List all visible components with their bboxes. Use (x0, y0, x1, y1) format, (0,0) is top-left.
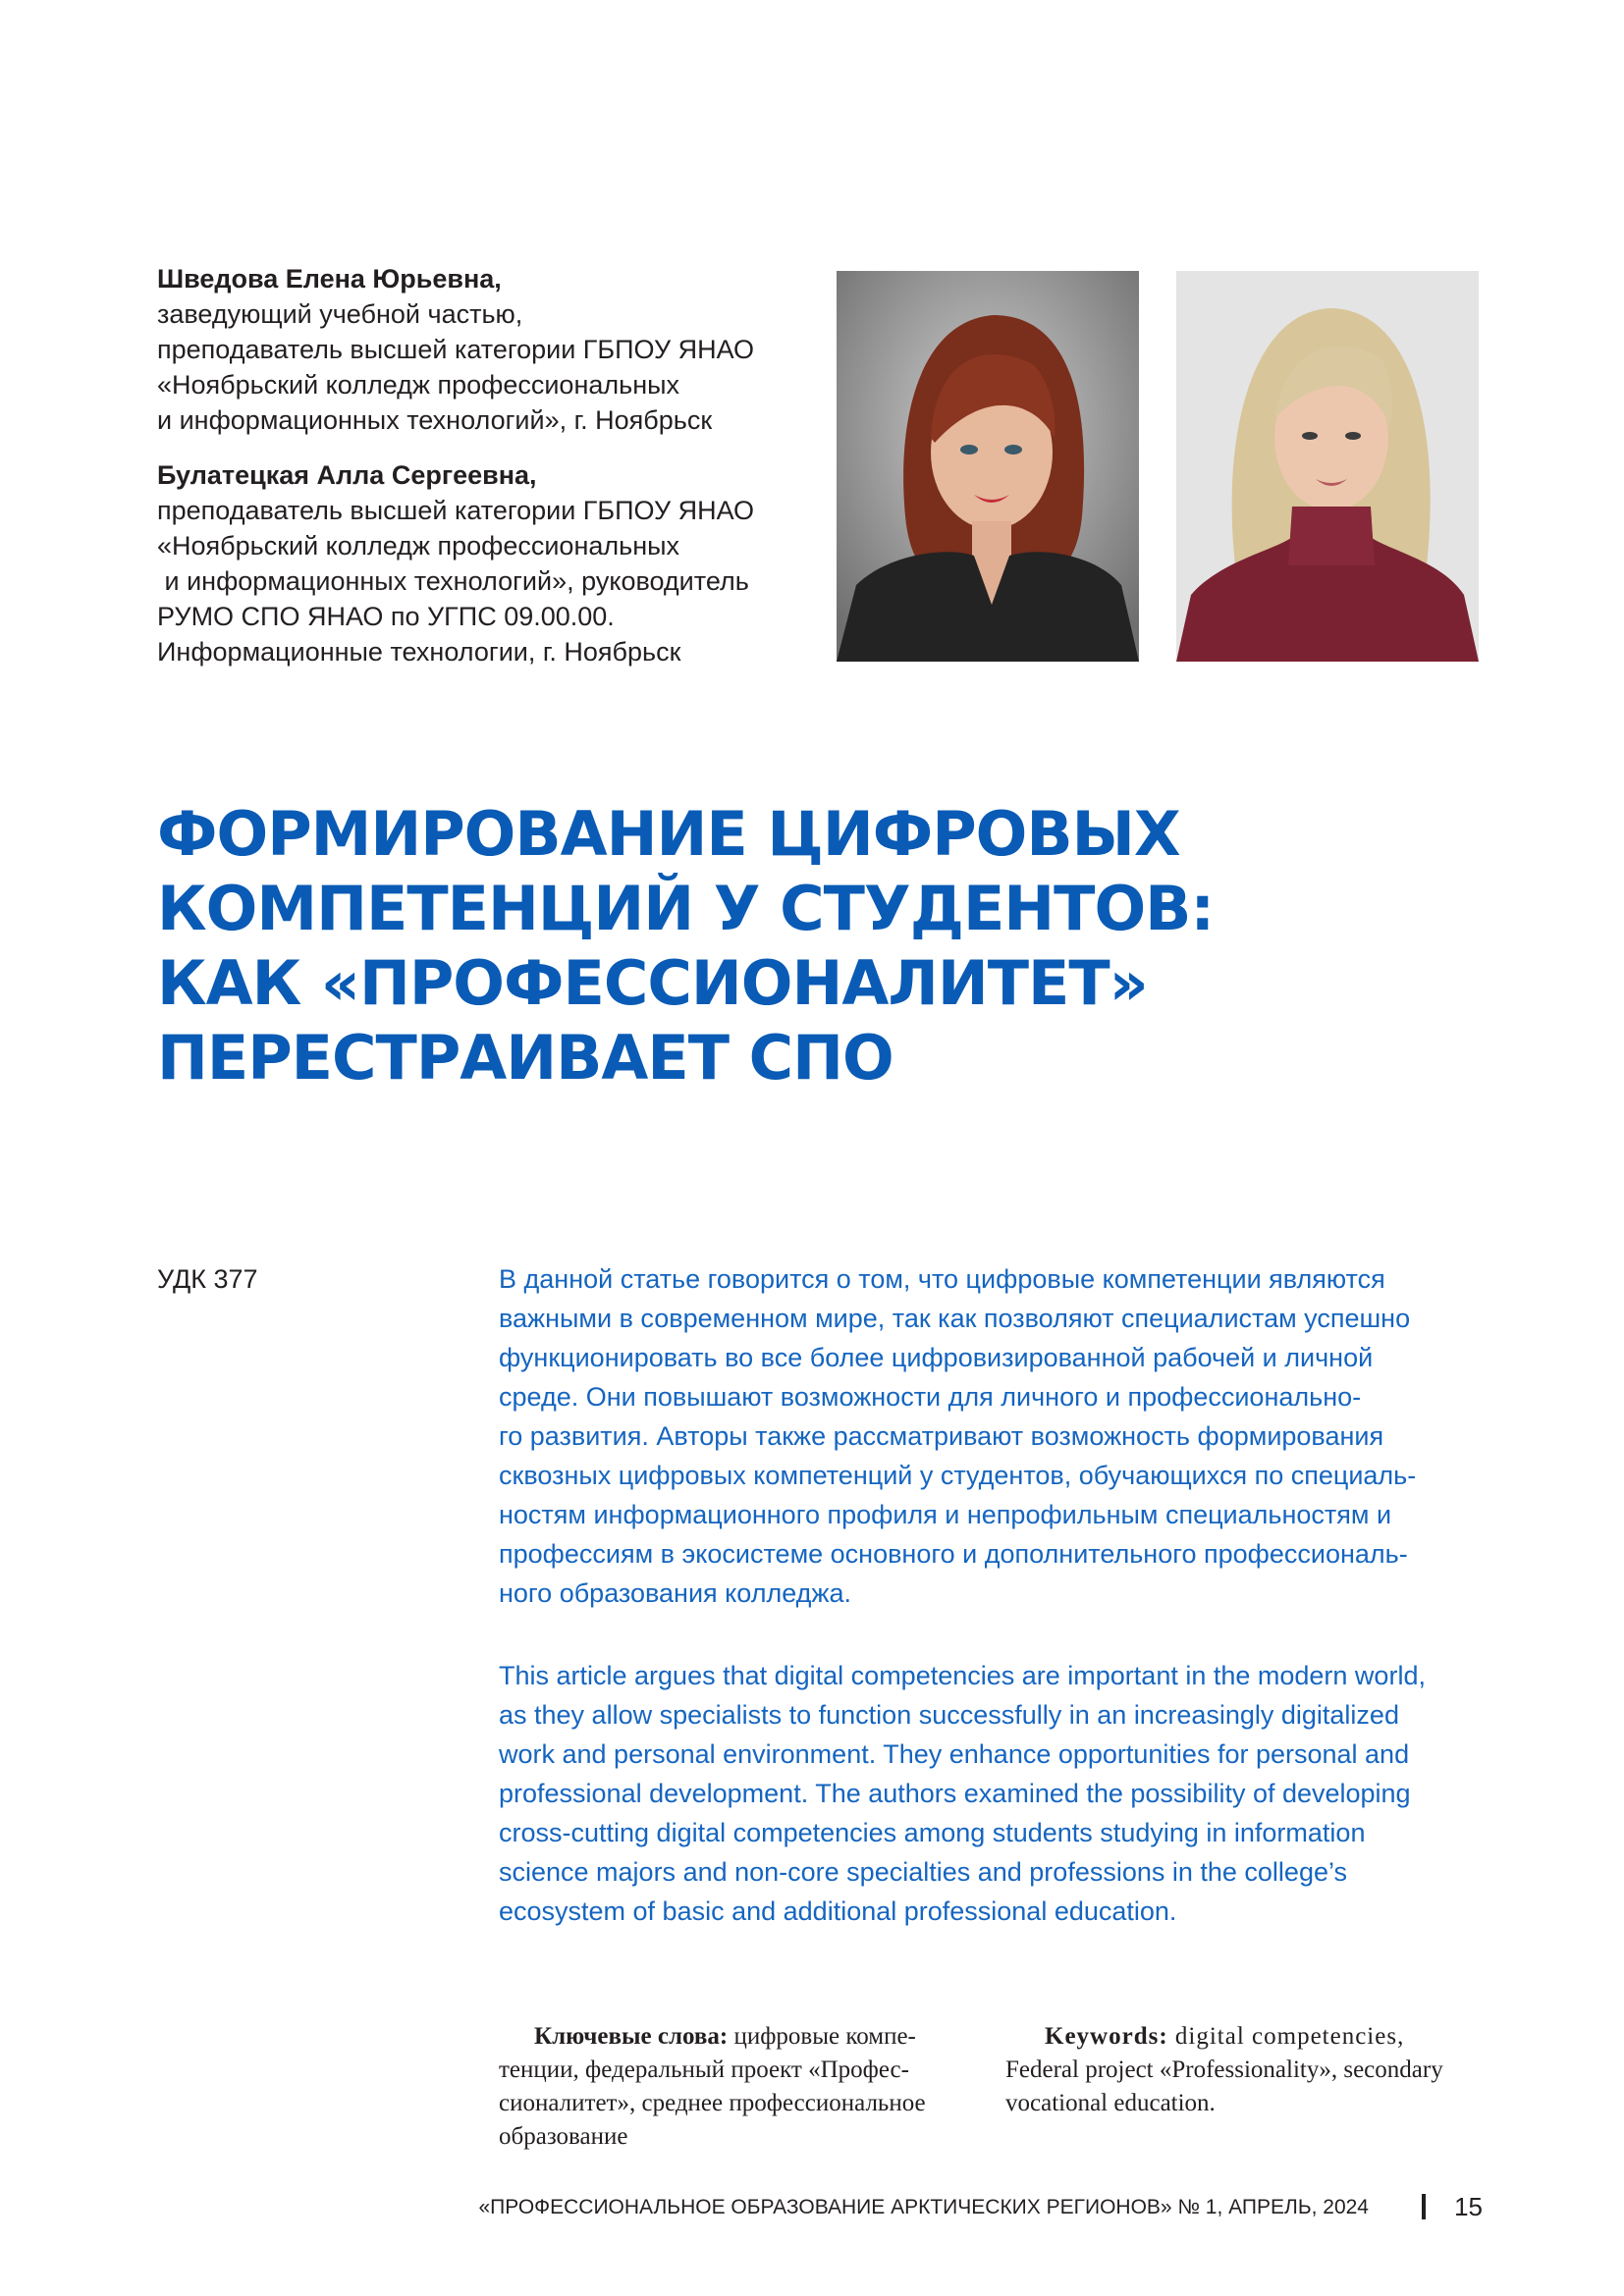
keywords-line: Federal project «Professionality», secondary (1005, 2056, 1443, 2083)
authors-block (157, 261, 825, 689)
author-affiliation-line: Информационные технологии, г. Ноябрьск (157, 637, 681, 667)
title-line: ПЕРЕСТРАИВАЕТ СПО (157, 1022, 893, 1094)
abstract-line: важными в современном мире, так как позволяют специалистам успешно (499, 1304, 1411, 1333)
author-affiliation-line: «Ноябрьский колледж профессиональных (157, 531, 680, 561)
page-footer (478, 2192, 1483, 2225)
author-1-photo (837, 271, 1139, 662)
footer-divider (1422, 2194, 1426, 2219)
abstract-russian (499, 1259, 1481, 1613)
author-name: Шведова Елена Юрьевна, (157, 264, 502, 294)
abstract-line: This article argues that digital competencies are important in the modern world, (499, 1661, 1426, 1690)
abstract-line: ecosystem of basic and additional professional education. (499, 1896, 1177, 1926)
keywords-line: сионалитет», среднее профессиональное (499, 2090, 926, 2116)
abstract-line: го развития. Авторы также рассматривают возможность формирования (499, 1421, 1384, 1451)
abstract-line: science majors and non-core specialties and professions in the college’s (499, 1857, 1347, 1887)
author-affiliation-line: РУМО СПО ЯНАО по УГПС 09.00.00. (157, 602, 615, 631)
udk-code: УДК 377 (157, 1264, 258, 1294)
keywords-line: тенции, федеральный проект «Профес- (499, 2056, 909, 2083)
keywords-text: цифровые компе- (728, 2023, 916, 2050)
author-2-photo (1176, 271, 1479, 662)
author-affiliation-line: и информационных технологий», руководитель (157, 566, 749, 596)
abstract-line: as they allow specialists to function successfully in an increasingly digitalized (499, 1700, 1399, 1730)
author-affiliation-line: преподаватель высшей категории ГБПОУ ЯНАО (157, 335, 755, 364)
keywords-first-line (499, 2020, 980, 2054)
abstract-english (499, 1656, 1481, 1931)
abstract-line: среде. Они повышают возможности для личного и профессионально- (499, 1382, 1362, 1412)
title-line: КОМПЕТЕНЦИЙ У СТУДЕНТОВ: (157, 873, 1215, 944)
article-title (157, 797, 1237, 1095)
author-name: Булатецкая Алла Сергеевна, (157, 460, 537, 490)
keywords-english (1005, 2020, 1487, 2120)
keywords-line: образование (499, 2123, 628, 2150)
author-affiliation-line: «Ноябрьский колледж профессиональных (157, 370, 680, 400)
keywords-label: Keywords: (1045, 2023, 1168, 2050)
abstract-line: ного образования колледжа. (499, 1578, 851, 1608)
author-affiliation-line: преподаватель высшей категории ГБПОУ ЯНАО (157, 496, 755, 525)
abstract-line: ностям информационного профиля и непрофильным специальностям и (499, 1500, 1392, 1529)
title-line: ФОРМИРОВАНИЕ ЦИФРОВЫХ (157, 798, 1180, 870)
abstract-line: cross-cutting digital competencies among students studying in information (499, 1818, 1366, 1847)
abstract-line: функционировать во все более цифровизированной рабочей и личной (499, 1343, 1374, 1372)
keywords-text: digital competencies, (1167, 2023, 1405, 2050)
journal-name: «ПРОФЕССИОНАЛЬНОЕ ОБРАЗОВАНИЕ АРКТИЧЕСКИХ РЕГИОНОВ» № 1, АПРЕЛЬ, 2024 (478, 2196, 1369, 2218)
abstract-line: professional development. The authors examined the possibility of developing (499, 1779, 1411, 1808)
abstract-line: профессиям в экосистеме основного и дополнительного профессиональ- (499, 1539, 1408, 1569)
page-number: 15 (1454, 2192, 1483, 2221)
author-affiliation-line: и информационных технологий», г. Ноябрьск (157, 405, 713, 435)
keywords-label: Ключевые слова: (534, 2023, 729, 2050)
author-2 (157, 457, 825, 669)
author-affiliation-line: заведующий учебной частью, (157, 299, 523, 329)
abstract-line: сквозных цифровых компетенций у студентов, обучающихся по специаль- (499, 1461, 1417, 1490)
title-line: КАК «ПРОФЕССИОНАЛИТЕТ» (157, 947, 1148, 1019)
keywords-first-line (1005, 2020, 1487, 2054)
abstract-line: work and personal environment. They enhance opportunities for personal and (499, 1739, 1410, 1769)
keywords-russian (499, 2020, 980, 2154)
abstract-line: В данной статье говорится о том, что цифровые компетенции являются (499, 1264, 1385, 1294)
keywords-line: vocational education. (1005, 2090, 1216, 2116)
author-1 (157, 261, 825, 438)
